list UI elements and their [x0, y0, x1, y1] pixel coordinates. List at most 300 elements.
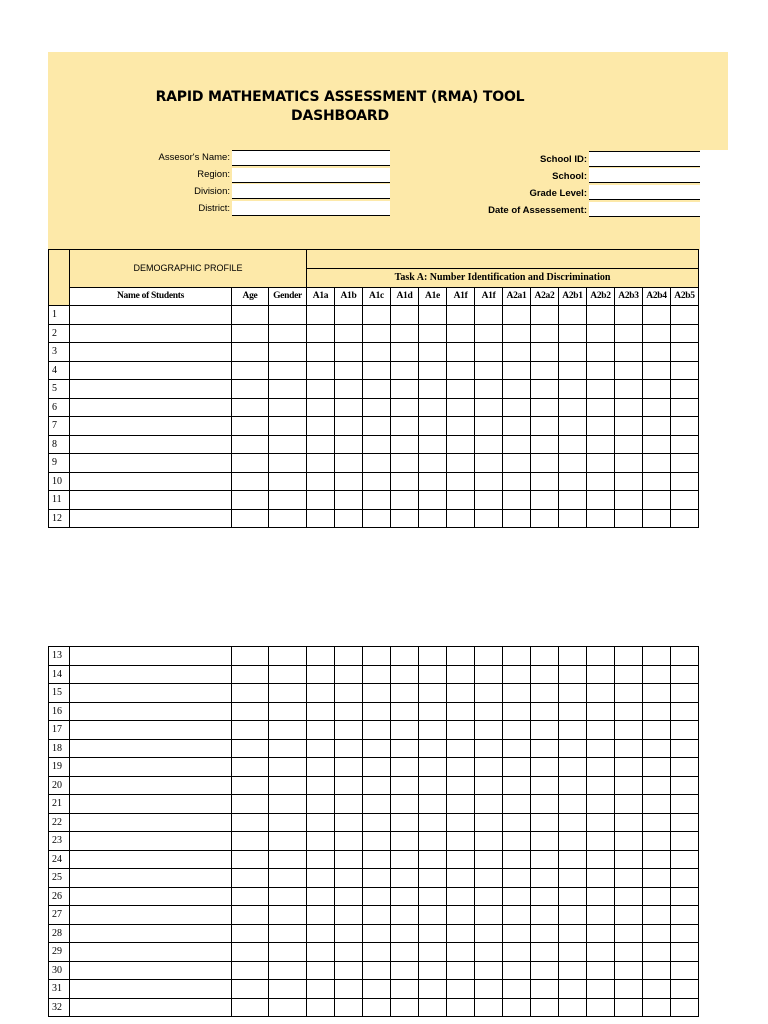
- student-name-cell[interactable]: [70, 998, 232, 1017]
- task-score-cell[interactable]: [615, 850, 643, 869]
- task-score-cell[interactable]: [307, 417, 335, 436]
- region-field[interactable]: [232, 168, 390, 183]
- task-score-cell[interactable]: [391, 998, 419, 1017]
- task-score-cell[interactable]: [615, 980, 643, 999]
- task-score-cell[interactable]: [363, 702, 391, 721]
- task-score-cell[interactable]: [671, 721, 699, 740]
- task-score-cell[interactable]: [587, 454, 615, 473]
- task-score-cell[interactable]: [503, 869, 531, 888]
- age-cell[interactable]: [232, 306, 269, 325]
- task-score-cell[interactable]: [307, 832, 335, 851]
- task-score-cell[interactable]: [447, 721, 475, 740]
- task-score-cell[interactable]: [391, 702, 419, 721]
- task-score-cell[interactable]: [587, 998, 615, 1017]
- task-score-cell[interactable]: [391, 721, 419, 740]
- task-score-cell[interactable]: [615, 324, 643, 343]
- task-score-cell[interactable]: [335, 943, 363, 962]
- task-score-cell[interactable]: [419, 665, 447, 684]
- task-score-cell[interactable]: [615, 343, 643, 362]
- task-score-cell[interactable]: [615, 398, 643, 417]
- gender-cell[interactable]: [269, 343, 307, 362]
- task-score-cell[interactable]: [587, 472, 615, 491]
- task-score-cell[interactable]: [363, 435, 391, 454]
- task-score-cell[interactable]: [363, 380, 391, 399]
- task-score-cell[interactable]: [671, 887, 699, 906]
- task-score-cell[interactable]: [363, 961, 391, 980]
- task-score-cell[interactable]: [447, 869, 475, 888]
- task-score-cell[interactable]: [447, 491, 475, 510]
- gender-cell[interactable]: [269, 776, 307, 795]
- task-score-cell[interactable]: [447, 739, 475, 758]
- task-score-cell[interactable]: [643, 869, 671, 888]
- task-score-cell[interactable]: [419, 943, 447, 962]
- task-score-cell[interactable]: [671, 398, 699, 417]
- age-cell[interactable]: [232, 343, 269, 362]
- student-name-cell[interactable]: [70, 647, 232, 666]
- task-score-cell[interactable]: [615, 665, 643, 684]
- task-score-cell[interactable]: [447, 665, 475, 684]
- age-cell[interactable]: [232, 435, 269, 454]
- task-score-cell[interactable]: [671, 869, 699, 888]
- task-score-cell[interactable]: [447, 887, 475, 906]
- task-score-cell[interactable]: [559, 924, 587, 943]
- task-score-cell[interactable]: [559, 306, 587, 325]
- task-score-cell[interactable]: [335, 380, 363, 399]
- task-score-cell[interactable]: [671, 795, 699, 814]
- task-score-cell[interactable]: [531, 380, 559, 399]
- task-score-cell[interactable]: [671, 472, 699, 491]
- task-score-cell[interactable]: [447, 758, 475, 777]
- task-score-cell[interactable]: [475, 943, 503, 962]
- task-score-cell[interactable]: [643, 491, 671, 510]
- task-score-cell[interactable]: [335, 491, 363, 510]
- age-cell[interactable]: [232, 832, 269, 851]
- task-score-cell[interactable]: [587, 776, 615, 795]
- task-score-cell[interactable]: [447, 795, 475, 814]
- task-score-cell[interactable]: [531, 961, 559, 980]
- task-score-cell[interactable]: [475, 398, 503, 417]
- task-score-cell[interactable]: [643, 684, 671, 703]
- task-score-cell[interactable]: [503, 813, 531, 832]
- task-score-cell[interactable]: [335, 832, 363, 851]
- task-score-cell[interactable]: [475, 491, 503, 510]
- task-score-cell[interactable]: [671, 998, 699, 1017]
- task-score-cell[interactable]: [531, 943, 559, 962]
- gender-cell[interactable]: [269, 887, 307, 906]
- student-name-cell[interactable]: [70, 924, 232, 943]
- task-score-cell[interactable]: [447, 398, 475, 417]
- task-score-cell[interactable]: [391, 509, 419, 528]
- task-score-cell[interactable]: [419, 647, 447, 666]
- task-score-cell[interactable]: [503, 361, 531, 380]
- task-score-cell[interactable]: [419, 702, 447, 721]
- task-score-cell[interactable]: [307, 943, 335, 962]
- gender-cell[interactable]: [269, 998, 307, 1017]
- task-score-cell[interactable]: [559, 813, 587, 832]
- task-score-cell[interactable]: [447, 832, 475, 851]
- task-score-cell[interactable]: [391, 961, 419, 980]
- task-score-cell[interactable]: [475, 721, 503, 740]
- task-score-cell[interactable]: [503, 739, 531, 758]
- task-score-cell[interactable]: [475, 665, 503, 684]
- task-score-cell[interactable]: [559, 721, 587, 740]
- task-score-cell[interactable]: [587, 758, 615, 777]
- age-cell[interactable]: [232, 961, 269, 980]
- task-score-cell[interactable]: [671, 758, 699, 777]
- task-score-cell[interactable]: [531, 998, 559, 1017]
- task-score-cell[interactable]: [559, 776, 587, 795]
- task-score-cell[interactable]: [419, 491, 447, 510]
- task-score-cell[interactable]: [307, 361, 335, 380]
- task-score-cell[interactable]: [335, 813, 363, 832]
- task-score-cell[interactable]: [391, 361, 419, 380]
- task-score-cell[interactable]: [643, 324, 671, 343]
- task-score-cell[interactable]: [475, 776, 503, 795]
- task-score-cell[interactable]: [307, 509, 335, 528]
- task-score-cell[interactable]: [531, 361, 559, 380]
- task-score-cell[interactable]: [391, 980, 419, 999]
- age-cell[interactable]: [232, 887, 269, 906]
- task-score-cell[interactable]: [559, 702, 587, 721]
- task-score-cell[interactable]: [615, 869, 643, 888]
- gender-cell[interactable]: [269, 739, 307, 758]
- task-score-cell[interactable]: [307, 472, 335, 491]
- student-name-cell[interactable]: [70, 324, 232, 343]
- task-score-cell[interactable]: [335, 306, 363, 325]
- task-score-cell[interactable]: [307, 380, 335, 399]
- task-score-cell[interactable]: [587, 813, 615, 832]
- task-score-cell[interactable]: [307, 491, 335, 510]
- age-cell[interactable]: [232, 665, 269, 684]
- task-score-cell[interactable]: [475, 684, 503, 703]
- task-score-cell[interactable]: [363, 665, 391, 684]
- task-score-cell[interactable]: [307, 435, 335, 454]
- task-score-cell[interactable]: [671, 943, 699, 962]
- task-score-cell[interactable]: [531, 435, 559, 454]
- task-score-cell[interactable]: [475, 869, 503, 888]
- student-name-cell[interactable]: [70, 906, 232, 925]
- task-score-cell[interactable]: [559, 491, 587, 510]
- task-score-cell[interactable]: [363, 980, 391, 999]
- age-cell[interactable]: [232, 758, 269, 777]
- task-score-cell[interactable]: [447, 702, 475, 721]
- student-name-cell[interactable]: [70, 454, 232, 473]
- task-score-cell[interactable]: [307, 850, 335, 869]
- task-score-cell[interactable]: [531, 776, 559, 795]
- task-score-cell[interactable]: [615, 961, 643, 980]
- task-score-cell[interactable]: [615, 943, 643, 962]
- task-score-cell[interactable]: [531, 343, 559, 362]
- task-score-cell[interactable]: [363, 998, 391, 1017]
- task-score-cell[interactable]: [671, 739, 699, 758]
- task-score-cell[interactable]: [335, 776, 363, 795]
- task-score-cell[interactable]: [363, 684, 391, 703]
- student-name-cell[interactable]: [70, 435, 232, 454]
- task-score-cell[interactable]: [615, 795, 643, 814]
- gender-cell[interactable]: [269, 758, 307, 777]
- age-cell[interactable]: [232, 684, 269, 703]
- task-score-cell[interactable]: [391, 380, 419, 399]
- age-cell[interactable]: [232, 998, 269, 1017]
- task-score-cell[interactable]: [587, 869, 615, 888]
- gender-cell[interactable]: [269, 943, 307, 962]
- task-score-cell[interactable]: [391, 887, 419, 906]
- task-score-cell[interactable]: [475, 906, 503, 925]
- task-score-cell[interactable]: [643, 961, 671, 980]
- task-score-cell[interactable]: [643, 380, 671, 399]
- task-score-cell[interactable]: [643, 832, 671, 851]
- task-score-cell[interactable]: [475, 998, 503, 1017]
- age-cell[interactable]: [232, 647, 269, 666]
- age-cell[interactable]: [232, 739, 269, 758]
- task-score-cell[interactable]: [615, 998, 643, 1017]
- task-score-cell[interactable]: [363, 306, 391, 325]
- grade-level-field[interactable]: [589, 185, 700, 200]
- task-score-cell[interactable]: [503, 435, 531, 454]
- task-score-cell[interactable]: [531, 980, 559, 999]
- age-cell[interactable]: [232, 361, 269, 380]
- task-score-cell[interactable]: [419, 850, 447, 869]
- task-score-cell[interactable]: [503, 702, 531, 721]
- gender-cell[interactable]: [269, 961, 307, 980]
- gender-cell[interactable]: [269, 980, 307, 999]
- task-score-cell[interactable]: [503, 758, 531, 777]
- task-score-cell[interactable]: [587, 887, 615, 906]
- task-score-cell[interactable]: [671, 435, 699, 454]
- task-score-cell[interactable]: [671, 850, 699, 869]
- task-score-cell[interactable]: [307, 684, 335, 703]
- division-field[interactable]: [232, 184, 390, 199]
- task-score-cell[interactable]: [559, 343, 587, 362]
- task-score-cell[interactable]: [475, 702, 503, 721]
- task-score-cell[interactable]: [419, 472, 447, 491]
- task-score-cell[interactable]: [391, 906, 419, 925]
- task-score-cell[interactable]: [643, 813, 671, 832]
- task-score-cell[interactable]: [447, 776, 475, 795]
- task-score-cell[interactable]: [643, 665, 671, 684]
- task-score-cell[interactable]: [531, 509, 559, 528]
- task-score-cell[interactable]: [643, 435, 671, 454]
- task-score-cell[interactable]: [531, 398, 559, 417]
- task-score-cell[interactable]: [559, 998, 587, 1017]
- task-score-cell[interactable]: [559, 454, 587, 473]
- student-name-cell[interactable]: [70, 758, 232, 777]
- task-score-cell[interactable]: [391, 417, 419, 436]
- task-score-cell[interactable]: [363, 813, 391, 832]
- task-score-cell[interactable]: [531, 454, 559, 473]
- task-score-cell[interactable]: [503, 943, 531, 962]
- task-score-cell[interactable]: [307, 795, 335, 814]
- task-score-cell[interactable]: [307, 887, 335, 906]
- task-score-cell[interactable]: [587, 647, 615, 666]
- task-score-cell[interactable]: [559, 647, 587, 666]
- task-score-cell[interactable]: [643, 887, 671, 906]
- task-score-cell[interactable]: [335, 702, 363, 721]
- gender-cell[interactable]: [269, 924, 307, 943]
- task-score-cell[interactable]: [503, 665, 531, 684]
- age-cell[interactable]: [232, 472, 269, 491]
- task-score-cell[interactable]: [503, 850, 531, 869]
- task-score-cell[interactable]: [643, 472, 671, 491]
- task-score-cell[interactable]: [475, 832, 503, 851]
- task-score-cell[interactable]: [531, 906, 559, 925]
- task-score-cell[interactable]: [335, 509, 363, 528]
- task-score-cell[interactable]: [475, 417, 503, 436]
- task-score-cell[interactable]: [391, 435, 419, 454]
- task-score-cell[interactable]: [307, 980, 335, 999]
- task-score-cell[interactable]: [307, 306, 335, 325]
- task-score-cell[interactable]: [559, 850, 587, 869]
- task-score-cell[interactable]: [307, 721, 335, 740]
- task-score-cell[interactable]: [447, 647, 475, 666]
- task-score-cell[interactable]: [363, 795, 391, 814]
- task-score-cell[interactable]: [559, 380, 587, 399]
- task-score-cell[interactable]: [503, 980, 531, 999]
- gender-cell[interactable]: [269, 832, 307, 851]
- task-score-cell[interactable]: [643, 702, 671, 721]
- task-score-cell[interactable]: [531, 491, 559, 510]
- task-score-cell[interactable]: [671, 980, 699, 999]
- task-score-cell[interactable]: [391, 758, 419, 777]
- task-score-cell[interactable]: [335, 343, 363, 362]
- task-score-cell[interactable]: [615, 739, 643, 758]
- task-score-cell[interactable]: [615, 702, 643, 721]
- gender-cell[interactable]: [269, 795, 307, 814]
- task-score-cell[interactable]: [447, 472, 475, 491]
- task-score-cell[interactable]: [419, 795, 447, 814]
- task-score-cell[interactable]: [615, 509, 643, 528]
- task-score-cell[interactable]: [643, 924, 671, 943]
- task-score-cell[interactable]: [475, 509, 503, 528]
- task-score-cell[interactable]: [335, 795, 363, 814]
- age-cell[interactable]: [232, 776, 269, 795]
- task-score-cell[interactable]: [643, 758, 671, 777]
- task-score-cell[interactable]: [391, 924, 419, 943]
- task-score-cell[interactable]: [671, 684, 699, 703]
- student-name-cell[interactable]: [70, 887, 232, 906]
- task-score-cell[interactable]: [391, 832, 419, 851]
- task-score-cell[interactable]: [363, 850, 391, 869]
- task-score-cell[interactable]: [671, 324, 699, 343]
- task-score-cell[interactable]: [503, 776, 531, 795]
- student-name-cell[interactable]: [70, 380, 232, 399]
- gender-cell[interactable]: [269, 454, 307, 473]
- task-score-cell[interactable]: [363, 361, 391, 380]
- task-score-cell[interactable]: [363, 647, 391, 666]
- task-score-cell[interactable]: [447, 509, 475, 528]
- task-score-cell[interactable]: [419, 961, 447, 980]
- task-score-cell[interactable]: [503, 647, 531, 666]
- task-score-cell[interactable]: [587, 702, 615, 721]
- task-score-cell[interactable]: [615, 813, 643, 832]
- age-cell[interactable]: [232, 721, 269, 740]
- task-score-cell[interactable]: [363, 417, 391, 436]
- task-score-cell[interactable]: [363, 472, 391, 491]
- task-score-cell[interactable]: [447, 943, 475, 962]
- age-cell[interactable]: [232, 702, 269, 721]
- task-score-cell[interactable]: [475, 472, 503, 491]
- task-score-cell[interactable]: [559, 906, 587, 925]
- task-score-cell[interactable]: [587, 324, 615, 343]
- task-score-cell[interactable]: [503, 417, 531, 436]
- task-score-cell[interactable]: [643, 361, 671, 380]
- task-score-cell[interactable]: [587, 417, 615, 436]
- task-score-cell[interactable]: [475, 813, 503, 832]
- age-cell[interactable]: [232, 980, 269, 999]
- task-score-cell[interactable]: [335, 647, 363, 666]
- task-score-cell[interactable]: [531, 813, 559, 832]
- student-name-cell[interactable]: [70, 343, 232, 362]
- task-score-cell[interactable]: [503, 924, 531, 943]
- task-score-cell[interactable]: [307, 758, 335, 777]
- task-score-cell[interactable]: [391, 491, 419, 510]
- task-score-cell[interactable]: [363, 776, 391, 795]
- age-cell[interactable]: [232, 380, 269, 399]
- task-score-cell[interactable]: [447, 417, 475, 436]
- task-score-cell[interactable]: [447, 850, 475, 869]
- task-score-cell[interactable]: [335, 998, 363, 1017]
- task-score-cell[interactable]: [363, 491, 391, 510]
- school-field[interactable]: [589, 168, 700, 183]
- task-score-cell[interactable]: [615, 924, 643, 943]
- task-score-cell[interactable]: [335, 906, 363, 925]
- task-score-cell[interactable]: [615, 417, 643, 436]
- student-name-cell[interactable]: [70, 702, 232, 721]
- task-score-cell[interactable]: [503, 795, 531, 814]
- gender-cell[interactable]: [269, 647, 307, 666]
- task-score-cell[interactable]: [447, 980, 475, 999]
- student-name-cell[interactable]: [70, 850, 232, 869]
- task-score-cell[interactable]: [531, 324, 559, 343]
- task-score-cell[interactable]: [307, 906, 335, 925]
- task-score-cell[interactable]: [531, 647, 559, 666]
- task-score-cell[interactable]: [391, 813, 419, 832]
- task-score-cell[interactable]: [363, 943, 391, 962]
- student-name-cell[interactable]: [70, 398, 232, 417]
- task-score-cell[interactable]: [475, 361, 503, 380]
- task-score-cell[interactable]: [643, 795, 671, 814]
- task-score-cell[interactable]: [475, 454, 503, 473]
- date-of-assessment-field[interactable]: [589, 202, 700, 217]
- task-score-cell[interactable]: [643, 980, 671, 999]
- task-score-cell[interactable]: [587, 980, 615, 999]
- student-name-cell[interactable]: [70, 417, 232, 436]
- task-score-cell[interactable]: [391, 454, 419, 473]
- task-score-cell[interactable]: [587, 924, 615, 943]
- task-score-cell[interactable]: [363, 343, 391, 362]
- task-score-cell[interactable]: [391, 647, 419, 666]
- task-score-cell[interactable]: [391, 343, 419, 362]
- task-score-cell[interactable]: [671, 776, 699, 795]
- gender-cell[interactable]: [269, 509, 307, 528]
- age-cell[interactable]: [232, 943, 269, 962]
- task-score-cell[interactable]: [531, 684, 559, 703]
- age-cell[interactable]: [232, 795, 269, 814]
- task-score-cell[interactable]: [307, 702, 335, 721]
- task-score-cell[interactable]: [587, 343, 615, 362]
- age-cell[interactable]: [232, 491, 269, 510]
- task-score-cell[interactable]: [475, 739, 503, 758]
- task-score-cell[interactable]: [559, 417, 587, 436]
- task-score-cell[interactable]: [503, 509, 531, 528]
- task-score-cell[interactable]: [419, 887, 447, 906]
- task-score-cell[interactable]: [363, 906, 391, 925]
- student-name-cell[interactable]: [70, 739, 232, 758]
- task-score-cell[interactable]: [615, 361, 643, 380]
- task-score-cell[interactable]: [643, 343, 671, 362]
- task-score-cell[interactable]: [531, 924, 559, 943]
- task-score-cell[interactable]: [447, 813, 475, 832]
